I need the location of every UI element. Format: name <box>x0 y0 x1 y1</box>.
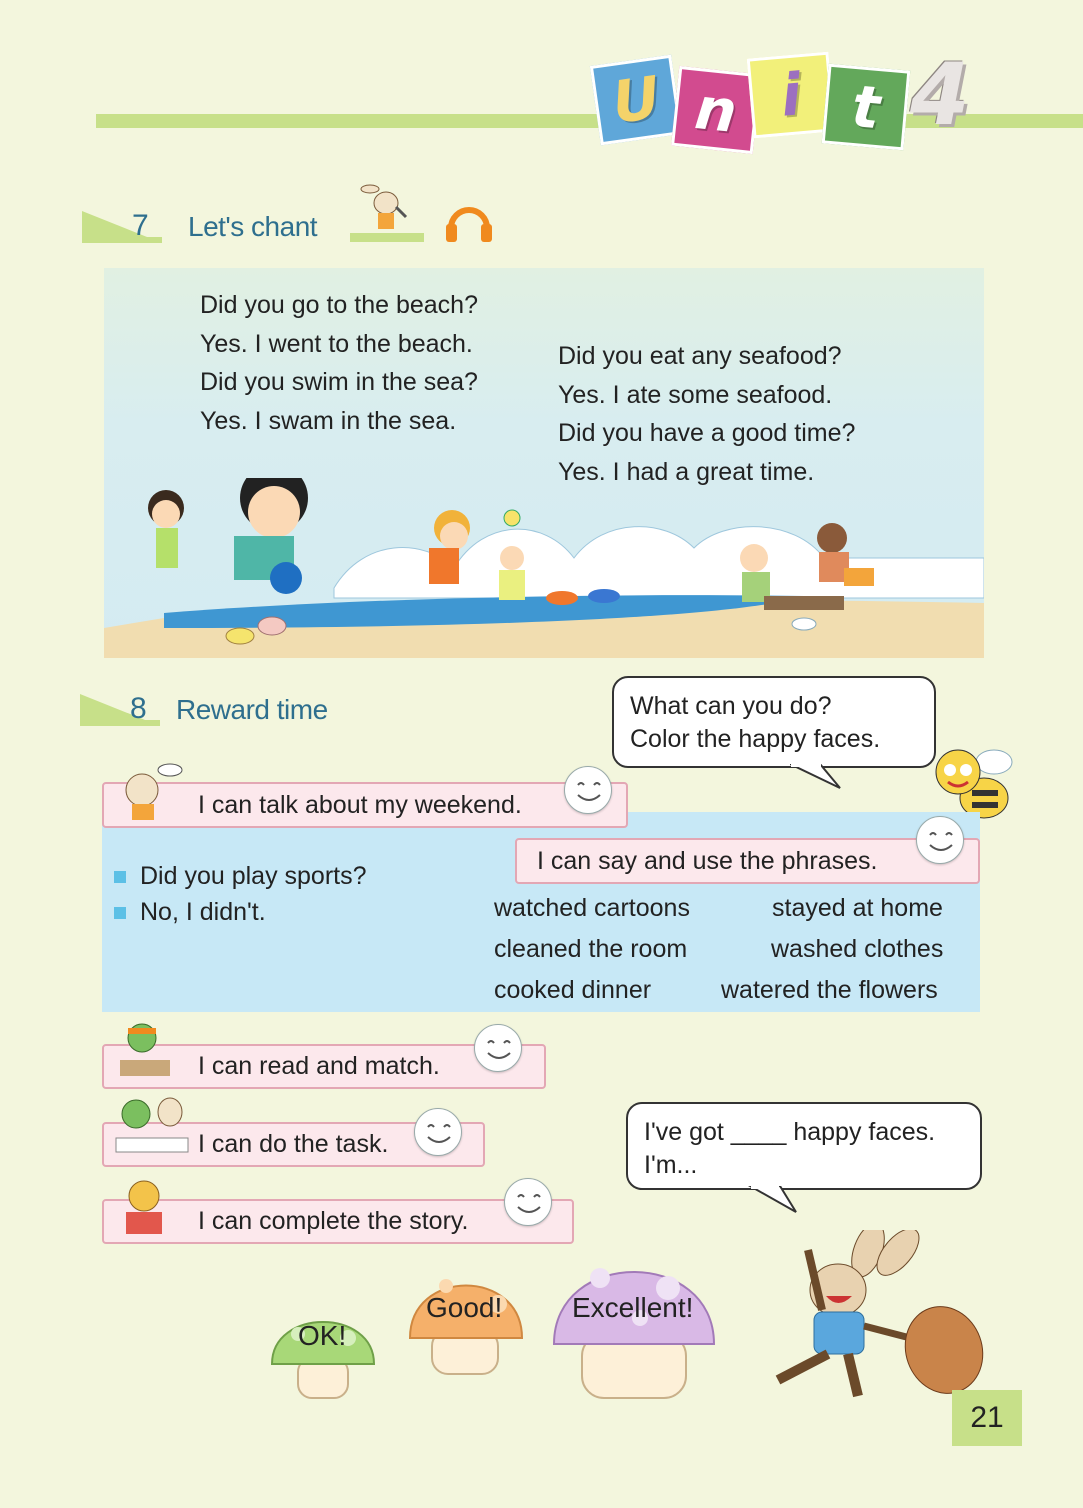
phrase-item: watered the flowers <box>721 976 938 1004</box>
chant-verse-right <box>558 337 855 491</box>
speech-bubble-happy-faces <box>626 1102 982 1190</box>
bear-reading-icon <box>118 1176 170 1238</box>
reward-item-label: I can complete the story. <box>198 1207 469 1235</box>
bubble-line: Color the happy faces. <box>630 725 881 753</box>
chant-line: Did you eat any seafood? <box>558 342 842 370</box>
chant-line: Yes. I had a great time. <box>558 457 815 486</box>
mushroom-excellent-icon <box>550 1248 718 1400</box>
bubble-line: I've got ____ happy faces. <box>644 1118 936 1146</box>
dialogue-question: Did you play sports? <box>114 862 367 891</box>
unit-letter-i: i <box>747 52 836 139</box>
phrase-item: stayed at home <box>772 894 943 922</box>
happy-face-icon[interactable] <box>414 1108 462 1156</box>
section-tab-7 <box>82 211 162 243</box>
reward-item-label: I can read and match. <box>198 1052 440 1080</box>
rabbit-thinking-icon <box>116 760 184 822</box>
chant-line: Did you swim in the sea? <box>200 368 478 396</box>
mushroom-excellent-label: Excellent! <box>572 1292 694 1323</box>
rabbit-with-basket-illustration <box>748 1230 998 1400</box>
unit-number: 4 <box>910 45 970 145</box>
speech-bubble-what-can-you-do <box>612 676 936 768</box>
section-title-lets-chant: Let's chant <box>188 211 318 242</box>
chant-line: Yes. I went to the beach. <box>200 329 473 358</box>
happy-face-icon[interactable] <box>474 1024 522 1072</box>
section-tab-8 <box>80 694 160 726</box>
phrase-item: cooked dinner <box>494 976 652 1004</box>
happy-face-icon[interactable] <box>916 816 964 864</box>
chant-verse-left <box>200 286 478 440</box>
chant-line: Yes. I swam in the sea. <box>200 406 457 435</box>
page-number: 21 <box>952 1390 1022 1446</box>
unit-letter-t: t <box>822 64 911 151</box>
reward-item-label: I can do the task. <box>198 1130 389 1158</box>
headphones-icon[interactable] <box>444 198 494 244</box>
dialogue-answer: No, I didn't. <box>114 898 266 927</box>
reward-item-say <box>515 838 980 884</box>
unit-letter-u: U <box>590 55 682 146</box>
chanting-rabbit-icon <box>350 183 424 243</box>
unit-letter-n: n <box>671 66 761 154</box>
bubble-tail <box>790 764 850 790</box>
mushroom-ok-label: OK! <box>298 1320 347 1351</box>
phrase-item: cleaned the room <box>494 935 688 963</box>
happy-face-icon[interactable] <box>504 1178 552 1226</box>
section-title-reward-time: Reward time <box>176 694 328 725</box>
section-number-7: 7 <box>132 209 149 242</box>
beach-scene-illustration <box>104 478 984 658</box>
bullet-icon <box>114 907 126 919</box>
chant-line: Yes. I ate some seafood. <box>558 380 833 409</box>
chant-line: Did you go to the beach? <box>200 291 478 319</box>
mushroom-good-label: Good! <box>426 1292 503 1323</box>
reward-item-story <box>102 1199 574 1244</box>
phrase-item: watched cartoons <box>494 894 690 922</box>
unit-banner <box>590 45 1000 155</box>
bubble-line: I'm... <box>644 1151 698 1179</box>
bullet-icon <box>114 871 126 883</box>
reward-item-label: I can say and use the phrases. <box>537 846 878 875</box>
section-number-8: 8 <box>130 692 147 725</box>
turtle-and-rabbit-icon <box>108 1094 200 1160</box>
happy-face-icon[interactable] <box>564 766 612 814</box>
bubble-tail <box>740 1186 800 1214</box>
reward-item-label: I can talk about my weekend. <box>198 790 522 819</box>
chant-line: Did you have a good time? <box>558 419 856 447</box>
phrase-item: washed clothes <box>771 935 944 963</box>
chant-illustration-box <box>104 268 984 658</box>
bubble-line: What can you do? <box>630 692 832 720</box>
turtle-reading-icon <box>112 1020 176 1082</box>
